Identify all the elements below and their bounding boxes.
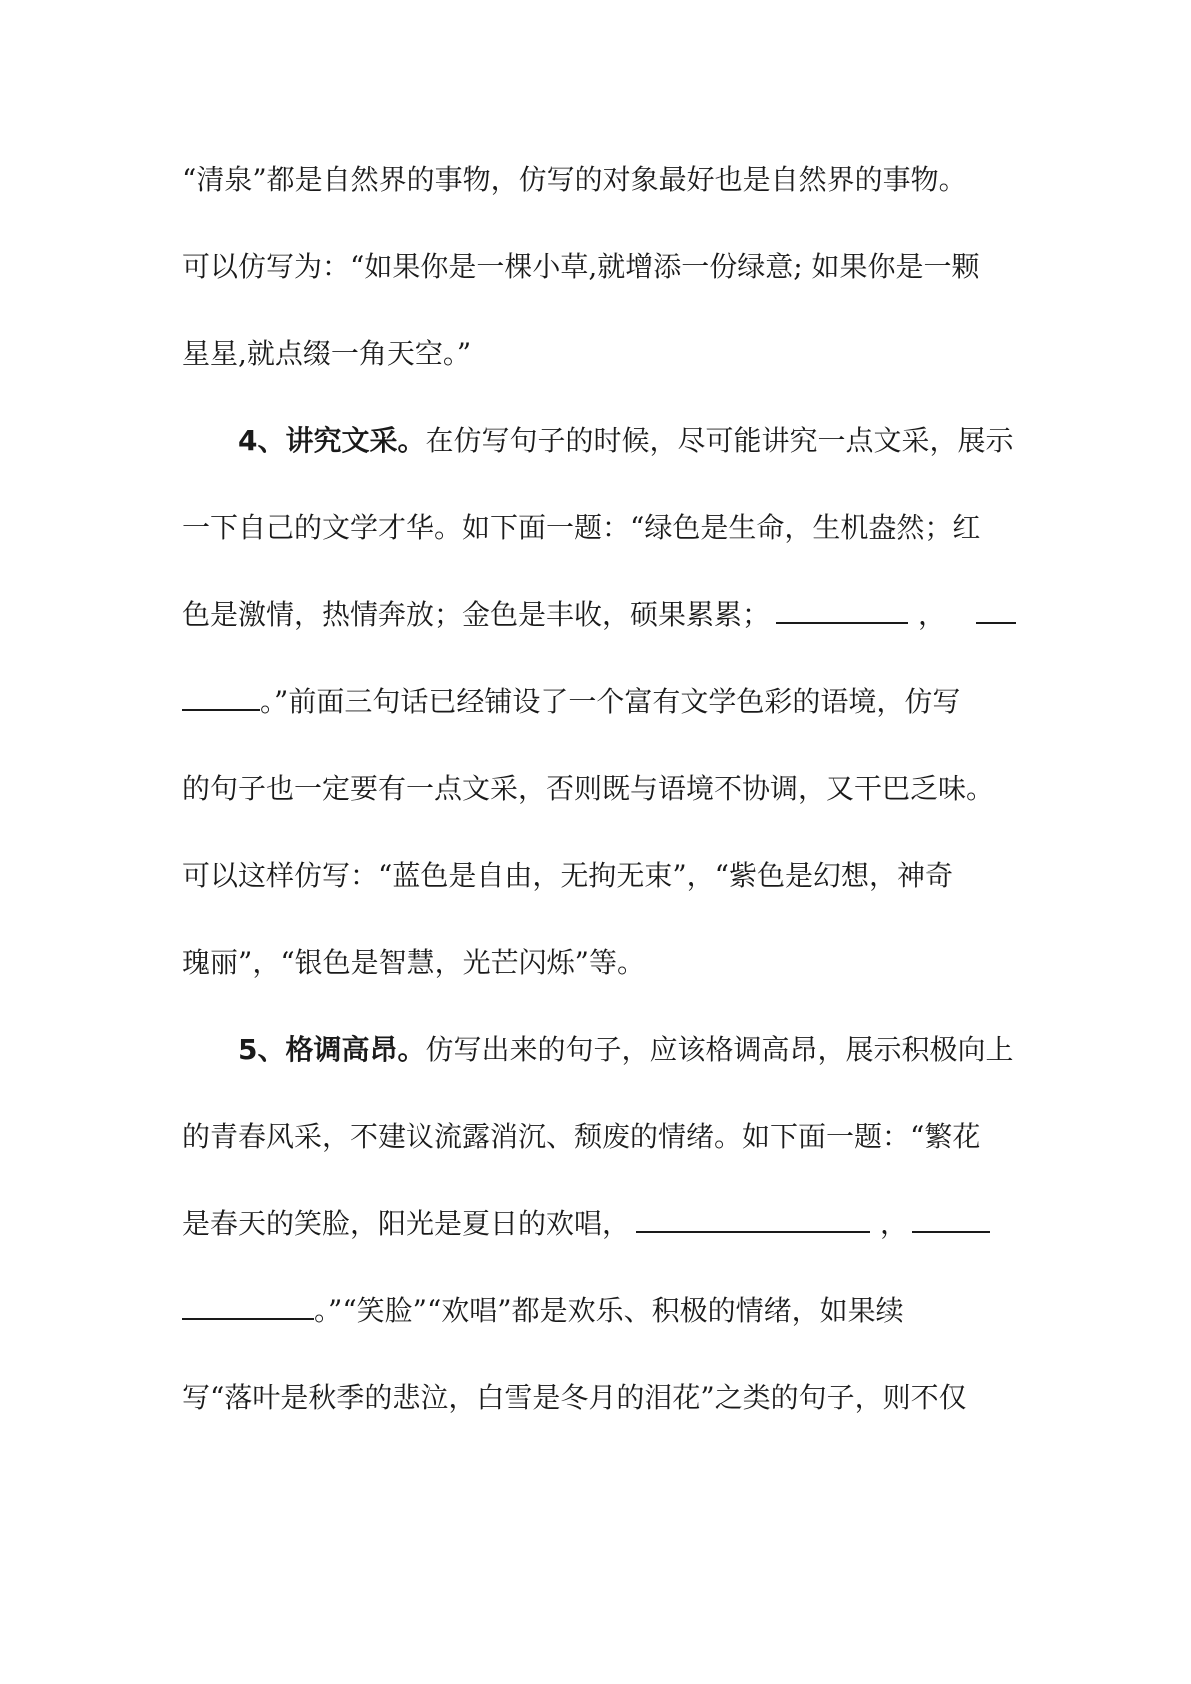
text-line: “清泉”都是自然界的事物，仿写的对象最好也是自然界的事物。 [182,163,967,196]
line-text: 是春天的笑脸，阳光是夏日的欢唱， [182,1207,631,1240]
text-line-with-blanks [182,1291,1022,1331]
line-text: 。”前面三句话已经铺设了一个富有文学色彩的语境，仿写 [260,685,961,718]
section-4-line [238,421,1078,461]
text-line: 的句子也一定要有一点文采，否则既与语境不协调，又干巴乏味。 [182,772,995,805]
text-line-with-blanks [182,1204,1022,1244]
section-5-heading: 5、格调高昂。 [238,1033,426,1066]
line-text: 色是激情，热情奔放；金色是丰收，硕果累累； [182,598,771,631]
section-5-line [238,1030,1078,1070]
text-line-with-blanks [182,595,1022,635]
fill-in-blank [636,1207,870,1233]
text-line: 星星,就点缀一角天空。” [182,337,472,370]
fill-in-blank [182,685,260,711]
line-text: ， [880,1207,909,1240]
fill-in-blank [182,1294,314,1320]
text-line: 的青春风采，不建议流露消沉、颓废的情绪。如下面一题：“繁花 [182,1120,981,1153]
text-line: 可以这样仿写：“蓝色是自由，无拘无束”，“紫色是幻想，神奇 [182,859,953,892]
text-line: 瑰丽”，“银色是智慧，光芒闪烁”等。 [182,946,645,979]
fill-in-blank [912,1207,990,1233]
section-4-heading: 4、讲究文采。 [238,424,426,457]
line-text: ， [918,598,947,631]
text-line-with-blanks [182,682,1022,722]
section-5-intro: 仿写出来的句子，应该格调高昂，展示积极向上 [425,1033,1014,1066]
fill-in-blank [776,598,908,624]
text-line: 一下自己的文学才华。如下面一题：“绿色是生命，生机盎然；红 [182,511,981,544]
section-4-intro: 在仿写句子的时候，尽可能讲究一点文采，展示 [425,424,1014,457]
line-text: 。”“笑脸”“欢唱”都是欢乐、积极的情绪，如果续 [314,1294,904,1327]
text-line: 写“落叶是秋季的悲泣，白雪是冬月的泪花”之类的句子，则不仅 [182,1381,967,1414]
text-line: 可以仿写为：“如果你是一棵小草,就增添一份绿意; 如果你是一颗 [182,250,980,283]
fill-in-blank [976,598,1016,624]
